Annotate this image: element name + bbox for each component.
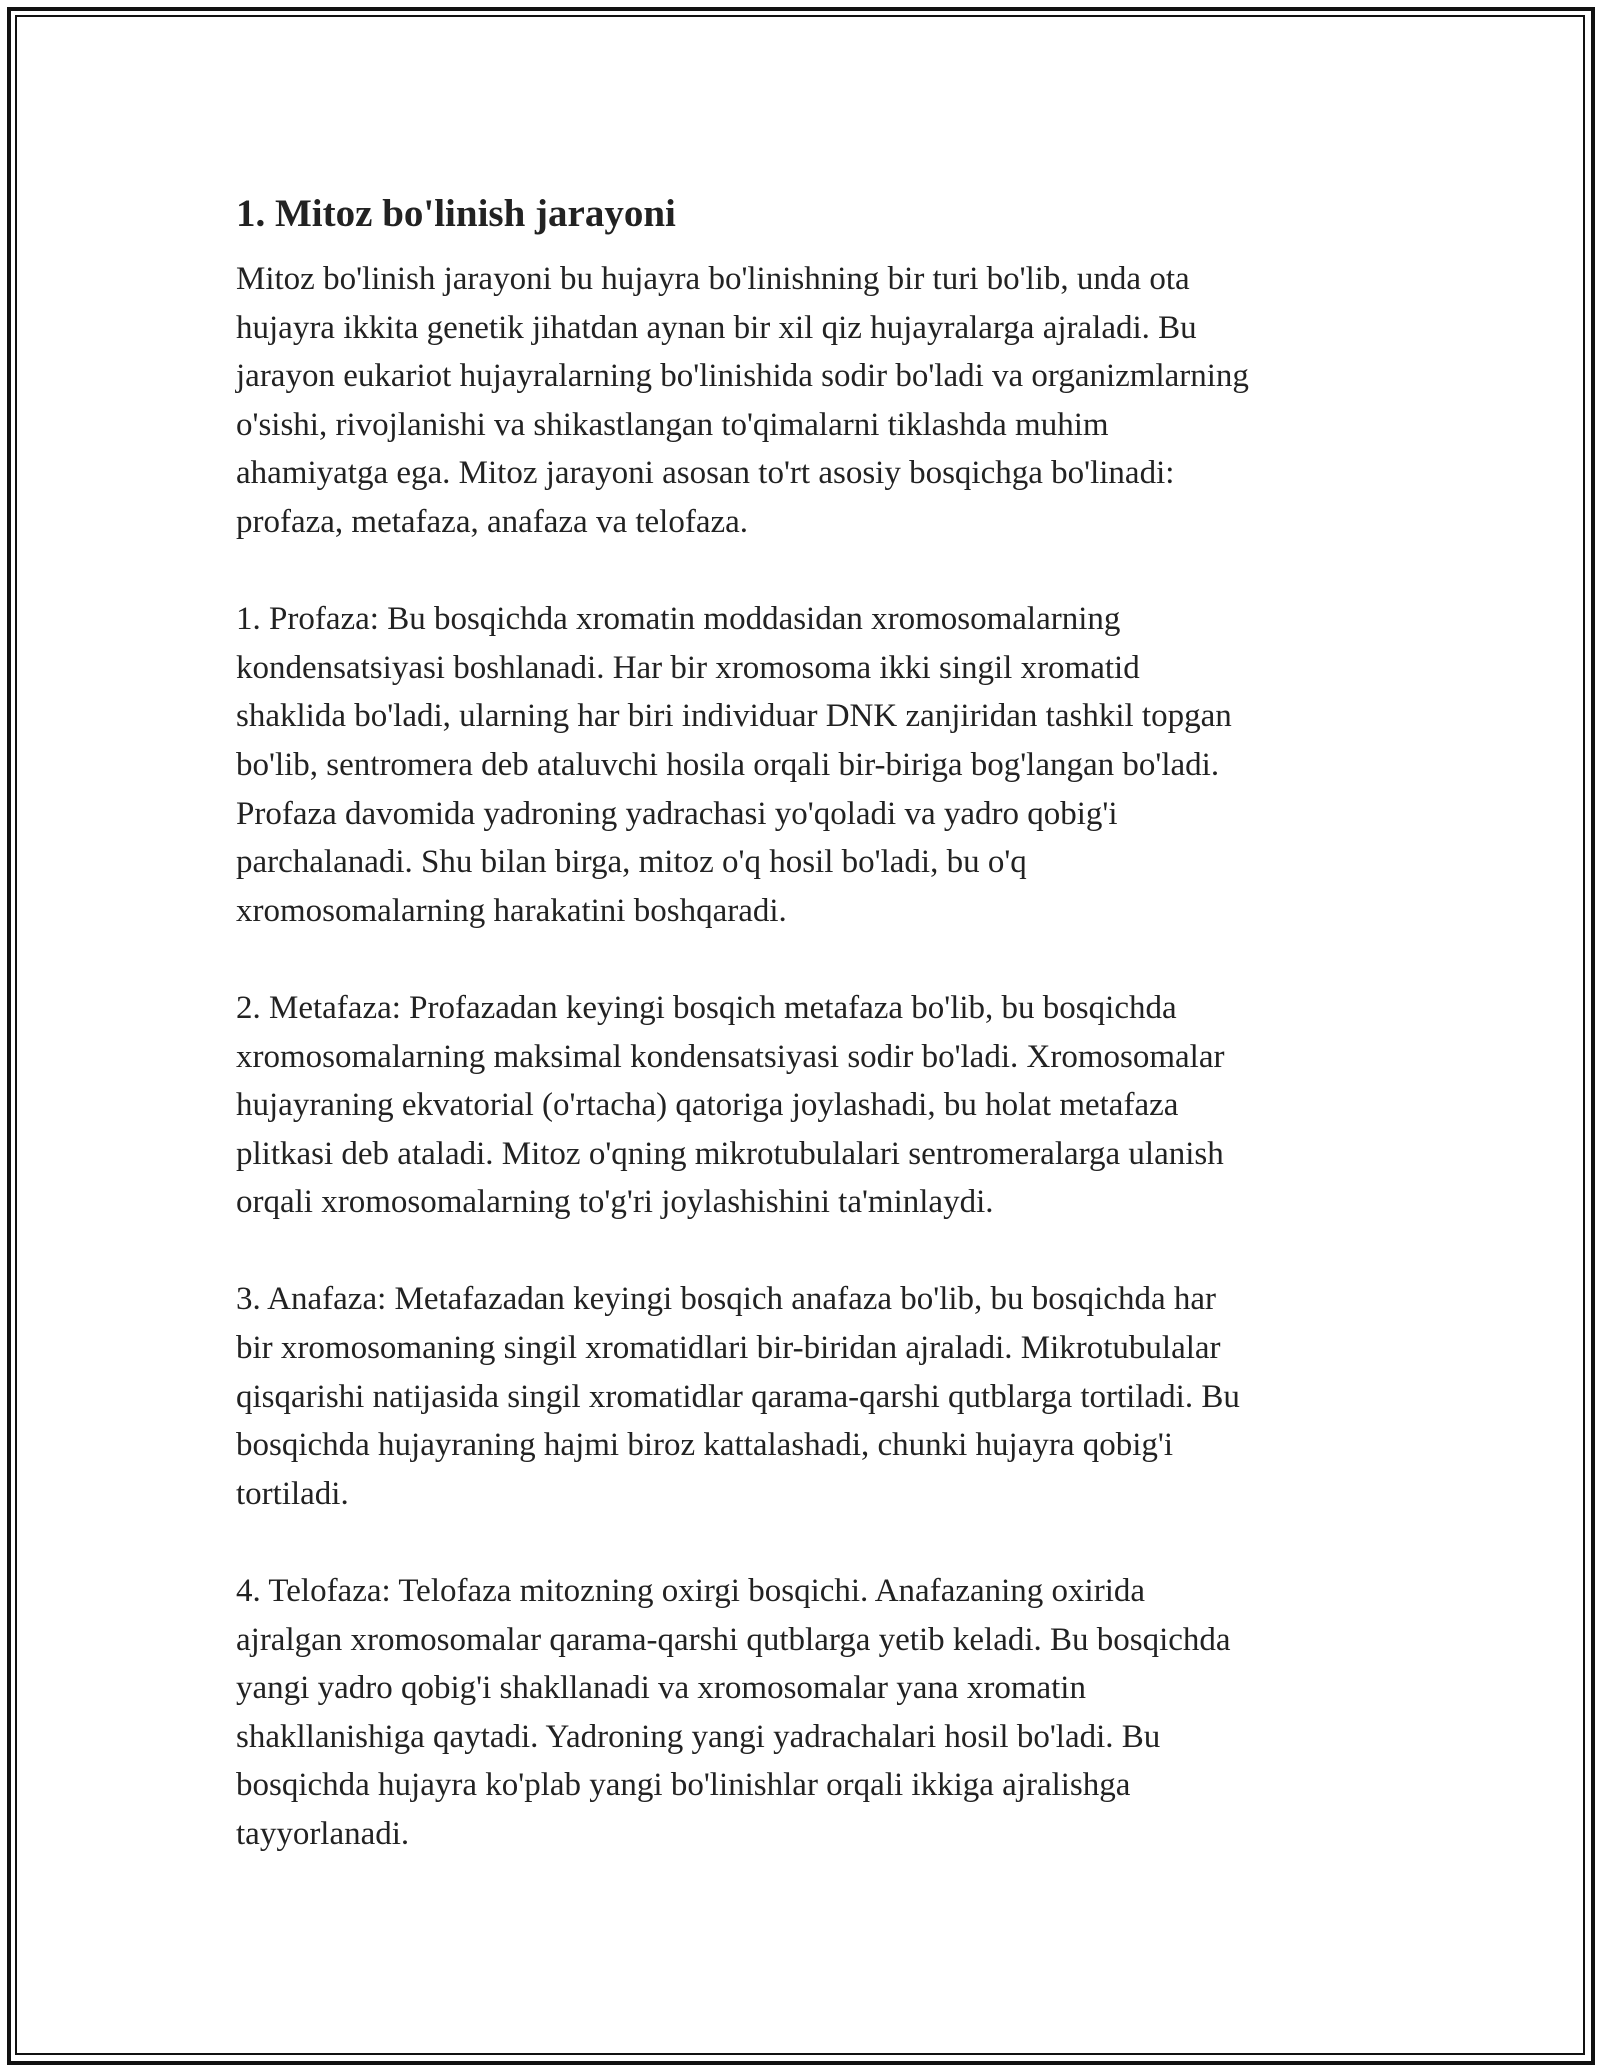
paragraph-intro: Mitoz bo'linish jarayoni bu hujayra bo'linishning bir turi bo'lib, unda ota hujayra ikkita genetik jihatdan aynan bir xil qiz hujayralarga ajraladi. Bu jarayon eukariot hujayralarning bo'linishida sodir bo'ladi va organizmlarning o'sishi, rivojlanishi va shikastlangan to'qimalarni tiklashda muhim ahamiyatga ega. Mitoz jarayoni asosan to'rt asosiy bosqichga bo'linadi: profaza, metafaza, anafaza va telofaza. <box>236 261 1249 540</box>
paragraph-anafaza: 3. Anafaza: Metafazadan keyingi bosqich anafaza bo'lib, bu bosqichda har bir xromosomaning singil xromatidlari bir-biridan ajraladi. Mikrotubulalar qisqarishi natijasida singil xromatidlar qarama-qarshi qutblarga tortiladi. Bu bosqichda hujayraning hajmi biroz kattalashadi, chunki hujayra qobig'i tortiladi. <box>236 1281 1240 1512</box>
paragraph-metafaza: 2. Metafaza: Profazadan keyingi bosqich metafaza bo'lib, bu bosqichda xromosomalarning maksimal kondensatsiyasi sodir bo'ladi. Xromosomalar hujayraning ekvatorial (o'rtacha) qatoriga joylashadi, bu holat metafaza plitkasi deb ataladi. Mitoz o'qning mikrotubulalari sentromeralarga ulanish orqali xromosomalarning to'g'ri joylashishini ta'minlaydi. <box>236 989 1225 1221</box>
paragraph-telofaza: 4. Telofaza: Telofaza mitozning oxirgi bosqichi. Anafazaning oxirida ajralgan xromosomalar qarama-qarshi qutblarga yetib keladi. Bu bosqichda yangi yadro qobig'i shakllanadi va xromosomalar yana xromatin shakllanishiga qaytadi. Yadroning yangi yadrachalari hosil bo'ladi. Bu bosqichda hujayra ko'plab yangi bo'linishlar orqali ikkiga ajralishga tayyorlanadi. <box>236 1573 1231 1852</box>
document-title: 1. Mitoz bo'linish jarayoni <box>236 192 676 235</box>
paragraph-profaza: 1. Profaza: Bu bosqichda xromatin moddasidan xromosomalarning kondensatsiyasi boshlanadi. Har bir xromosoma ikki singil xromatid shaklida bo'ladi, ularning har biri individuar DNK zanjiridan tashkil topgan bo'lib, sentromera deb ataluvchi hosila orqali bir-biriga bog'langan bo'ladi. Profaza davomida yadroning yadrachasi yo'qoladi va yadro qobig'i parchalanadi. Shu bilan birga, mitoz o'q hosil bo'ladi, bu o'q xromosomalarning harakatini boshqaradi. <box>236 601 1232 929</box>
document-body <box>236 186 1376 1859</box>
